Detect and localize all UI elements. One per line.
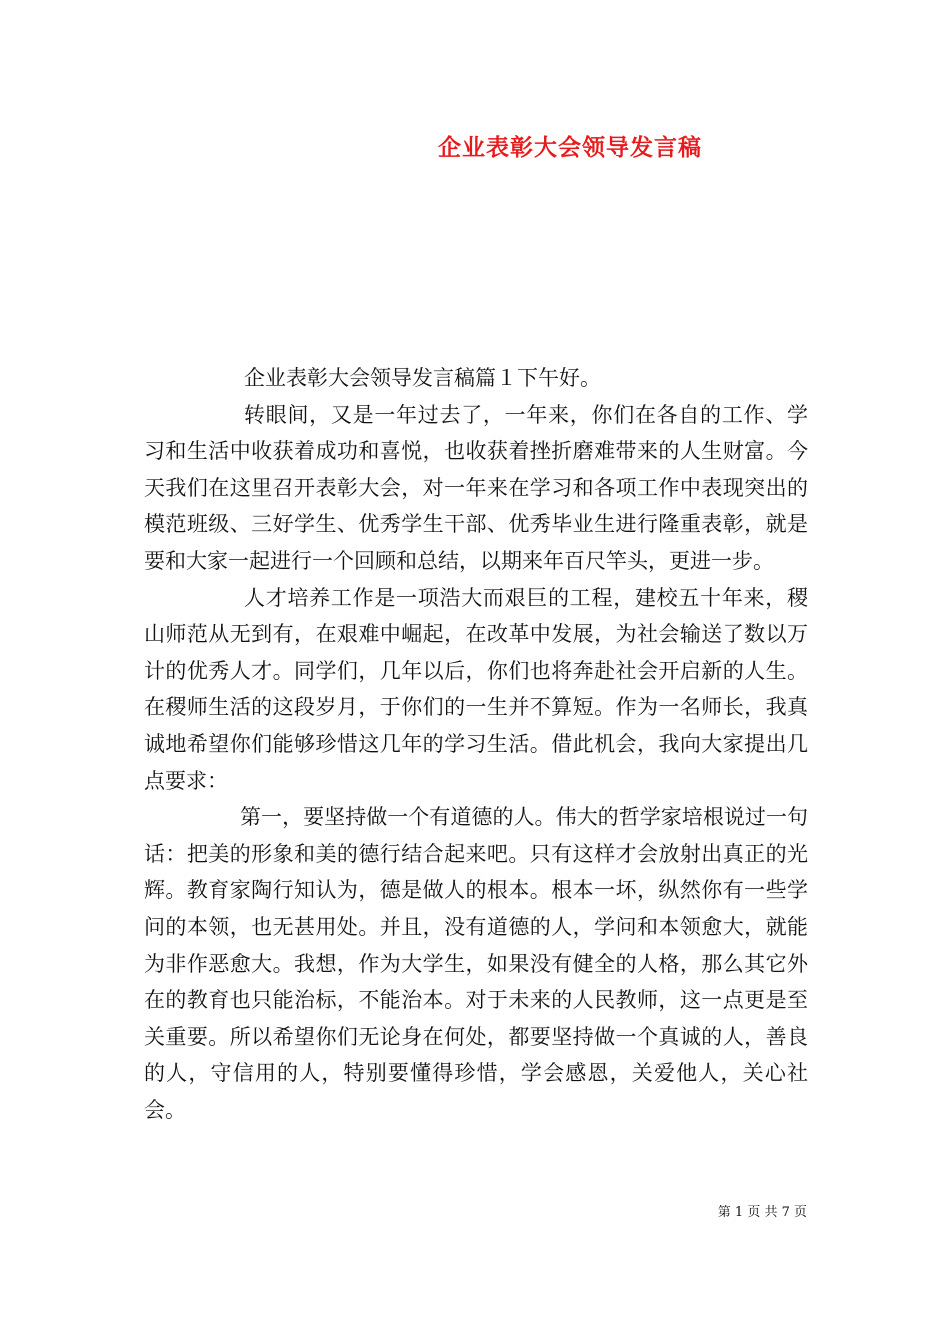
paragraph-1: 企业表彰大会领导发言稿篇１下午好。: [244, 366, 601, 390]
paragraph-4: 第一，要坚持做一个有道德的人。伟大的哲学家培根说过一句话：把美的形象和美的德行结合起来吧。只有这样才会放射出真正的光辉。教育家陶行知认为，德是做人的根本。根本一坏，纵然你有一些学问的本领，也无甚用处。并且，没有道德的人，学问和本领愈大，就能为非作恶愈大。我想，作为大学生，如果没有健全的人格，那么其它外在的教育也只能治标，不能治本。对于未来的人民教师，这一点更是至关重要。所以希望你们无论身在何处，都要坚持做一个真诚的人，善良的人，守信用的人，特别要懂得珍惜，学会感恩，关爱他人，关心社会。: [144, 805, 808, 1122]
paragraph-3: 人才培养工作是一项浩大而艰巨的工程，建校五十年来，稷山师范从无到有，在艰难中崛起，在改革中发展，为社会输送了数以万计的优秀人才。同学们，几年以后，你们也将奔赴社会开启新的人生。在稷师生活的这段岁月，于你们的一生并不算短。作为一名师长，我真诚地希望你们能够珍惜这几年的学习生活。借此机会，我向大家提出几点要求：: [144, 585, 808, 793]
document-title: 企业表彰大会领导发言稿: [438, 134, 702, 161]
document-body: [144, 360, 808, 1128]
paragraph-2: 转眼间，又是一年过去了，一年来，你们在各自的工作、学习和生活中收获着成功和喜悦，也收获着挫折磨难带来的人生财富。今天我们在这里召开表彰大会，对一年来在学习和各项工作中表现突出的模范班级、三好学生、优秀学生干部、优秀毕业生进行隆重表彰，就是要和大家一起进行一个回顾和总结，以期来年百尺竿头，更进一步。: [144, 402, 808, 573]
page-number: 第 1 页 共 7 页: [717, 1205, 807, 1220]
